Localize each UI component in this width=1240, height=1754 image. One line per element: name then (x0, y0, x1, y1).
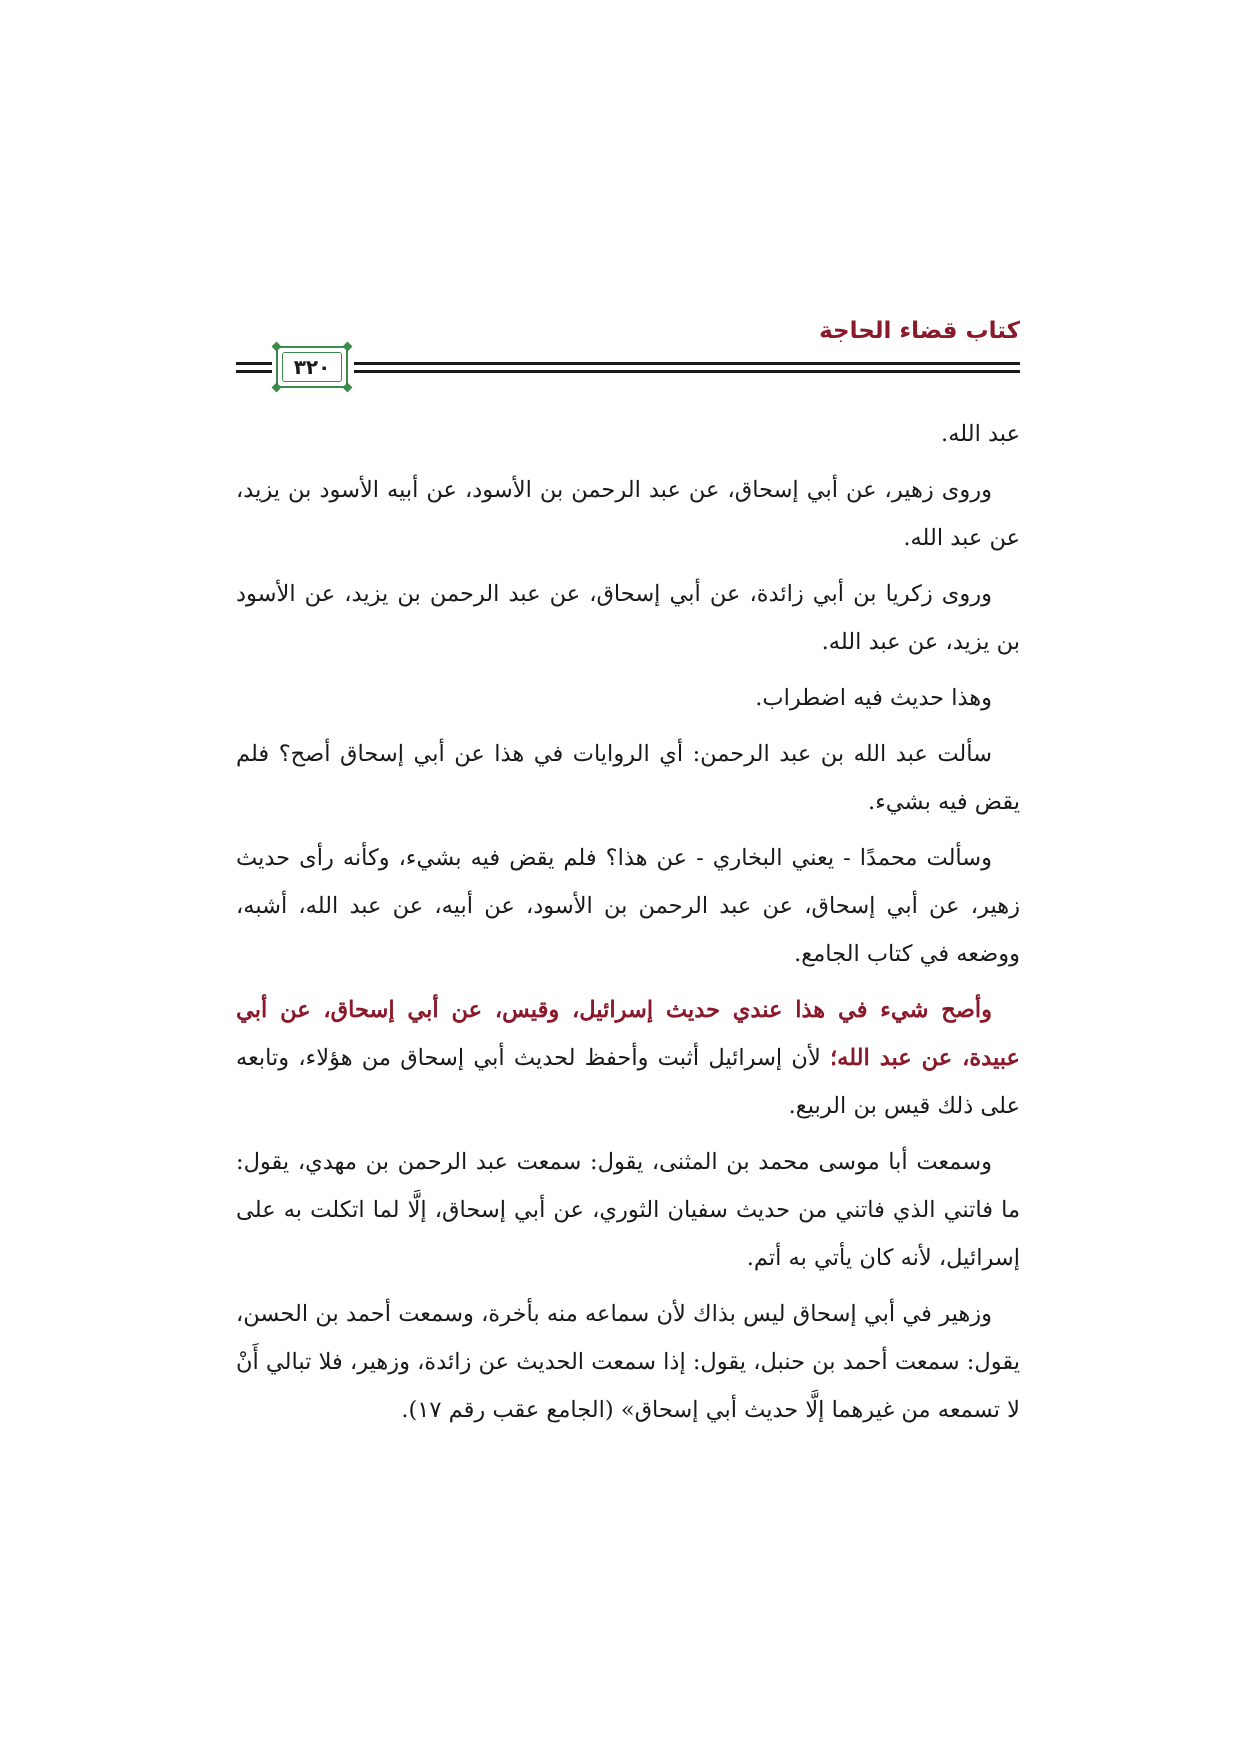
header-rule (354, 370, 1020, 373)
paragraph (236, 834, 1020, 978)
paragraph (236, 466, 1020, 562)
paragraph-text: وهذا حديث فيه اضطراب. (755, 685, 992, 711)
paragraph-text: وسمعت أبا موسى محمد بن المثنى، يقول: سمعت عبد الرحمن بن مهدي، يقول: ما فاتني الذي فاتني من حديث سفيان الثوري، عن أبي إسحاق، إلَّا لما اتكلت به على إسرائيل، لأنه كان يأتي به أتم. (236, 1149, 1020, 1271)
paragraph-text: وروى زكريا بن أبي زائدة، عن أبي إسحاق، عن عبد الرحمن بن يزيد، عن الأسود بن يزيد، عن عبد الله. (236, 581, 1020, 655)
paragraph (236, 674, 1020, 722)
ornament-icon (272, 342, 282, 352)
highlighted-text: وأصح شيء في هذا عندي حديث إسرائيل، وقيس، عن أبي إسحاق، عن أبي عبيدة، عن عبد الله؛ (236, 997, 1020, 1071)
paragraph-text: وزهير في أبي إسحاق ليس بذاك لأن سماعه منه بأخرة، وسمعت أحمد بن الحسن، يقول: سمعت أحمد بن حنبل، يقول: إذا سمعت الحديث عن زائدة، وزهير، فلا تبالي أَنْ لا تسمعه من غيرهما إلَّا حديث أبي إسحاق» (الجامع عقب رقم ١٧). (236, 1301, 1020, 1423)
paragraph (236, 1138, 1020, 1282)
paragraph-text: لأن إسرائيل أثبت وأحفظ لحديث أبي إسحاق من هؤلاء، وتابعه على ذلك قيس بن الربيع. (236, 1045, 1020, 1119)
ornament-icon (272, 383, 282, 393)
paragraph (236, 986, 1020, 1130)
page-body (236, 410, 1020, 1442)
ornament-icon (343, 383, 353, 393)
paragraph-text: عبد الله. (941, 421, 1020, 447)
paragraph (236, 570, 1020, 666)
paragraph-text: سألت عبد الله بن عبد الرحمن: أي الروايات في هذا عن أبي إسحاق أصح؟ فلم يقض فيه بشيء. (236, 741, 1020, 815)
page-header (236, 318, 1020, 388)
paragraph (236, 410, 1020, 458)
paragraph (236, 1290, 1020, 1434)
paragraph-text: وروى زهير، عن أبي إسحاق، عن عبد الرحمن بن الأسود، عن أبيه الأسود بن يزيد، عن عبد الله. (236, 477, 1020, 551)
paragraph-text: وسألت محمدًا - يعني البخاري - عن هذا؟ فلم يقض فيه بشيء، وكأنه رأى حديث زهير، عن أبي إسحاق، عن عبد الرحمن بن الأسود، عن أبيه، عن عبد الله، أشبه، ووضعه في كتاب الجامع. (236, 845, 1020, 967)
page-number: ٣٢٠ (293, 355, 331, 379)
paragraph (236, 730, 1020, 826)
book-title: كتاب قضاء الحاجة (819, 318, 1020, 344)
header-rule (236, 362, 272, 365)
header-rule (236, 370, 272, 373)
header-rule (354, 362, 1020, 365)
page-number-frame (276, 346, 348, 388)
page-number-inner-frame (282, 352, 342, 382)
ornament-icon (343, 342, 353, 352)
